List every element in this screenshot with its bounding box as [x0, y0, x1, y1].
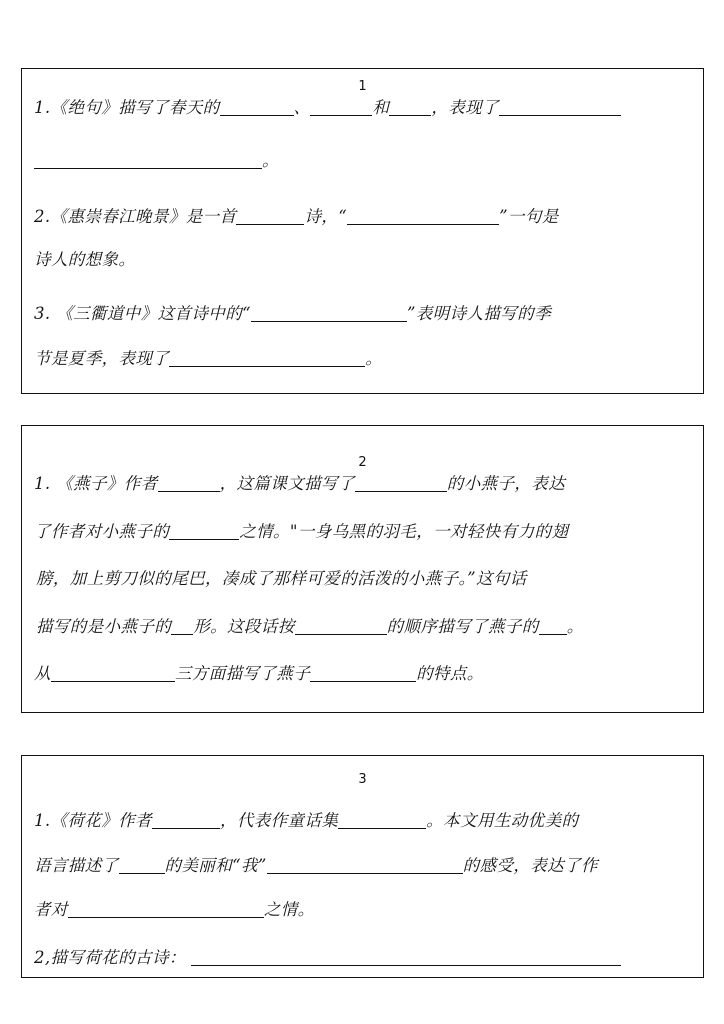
question-text: ，表现了: [431, 98, 499, 117]
question-text: 描写的是小燕子的: [36, 616, 172, 636]
question-line: [34, 100, 693, 117]
question-text: 之情。"一身乌黑的羽毛，一对轻快有力的翅: [239, 521, 569, 541]
question-text: 的小燕子，表达: [446, 474, 566, 493]
question-text: 膀，加上剪刀似的尾巴，凑成了那样可爱的活泼的小燕子。”这句话: [36, 569, 527, 588]
section-number-2: 2: [358, 455, 367, 470]
question-text: 。本文用生动优美的: [426, 811, 579, 830]
question-line: [34, 571, 693, 588]
question-line: [34, 348, 693, 368]
question-text: 3. 《三衢道中》这首诗中的“: [34, 304, 251, 323]
question-text: 1. 《燕子》作者: [34, 474, 158, 493]
question-line: [34, 813, 693, 830]
answer-blank[interactable]: [34, 155, 262, 169]
question-line: [34, 150, 693, 170]
question-text: 1.《绝句》描写了春天的: [34, 98, 220, 117]
answer-blank[interactable]: [251, 308, 407, 322]
question-text: 语言描述了: [34, 855, 119, 875]
question-line: [34, 902, 693, 919]
answer-blank[interactable]: [169, 526, 239, 540]
section-2-content: [22, 476, 703, 683]
answer-blank[interactable]: [295, 621, 387, 635]
question-line: [34, 947, 693, 967]
exercise-box-3: [21, 755, 704, 978]
answer-blank[interactable]: [389, 102, 431, 116]
question-text: ”一句是: [499, 207, 559, 226]
question-text: 从: [34, 664, 51, 683]
answer-blank[interactable]: [171, 621, 193, 635]
question-text: 、: [293, 98, 311, 117]
question-text: 和: [372, 98, 390, 117]
question-text: ，代表作童话集: [219, 811, 339, 830]
question-text: 1.《荷花》作者: [34, 811, 152, 830]
section-3-content: [22, 813, 703, 966]
section-1-content: [22, 100, 703, 367]
answer-blank[interactable]: [51, 668, 175, 682]
question-line: [34, 209, 693, 226]
answer-blank[interactable]: [499, 102, 621, 116]
answer-blank[interactable]: [267, 860, 463, 874]
answer-blank[interactable]: [338, 815, 426, 829]
answer-blank[interactable]: [169, 353, 365, 367]
question-text: 诗人的想象。: [34, 249, 136, 269]
answer-blank[interactable]: [191, 952, 621, 966]
question-line: [34, 249, 693, 269]
answer-blank[interactable]: [310, 668, 416, 682]
question-text: 之情。: [263, 900, 315, 919]
section-number-3: 3: [358, 772, 367, 787]
question-line: [34, 855, 693, 875]
question-line: [34, 666, 693, 683]
question-text: 。: [365, 348, 383, 368]
section-number-1: 1: [358, 79, 367, 94]
question-text: 的感受，表达了作: [462, 855, 598, 875]
exercise-box-2: [21, 425, 704, 713]
answer-blank[interactable]: [539, 621, 567, 635]
question-text: 的美丽和“我”: [164, 855, 267, 875]
question-text: 三方面描写了燕子: [174, 664, 311, 683]
question-text: ”表明诗人描写的季: [406, 304, 551, 323]
question-text: 的顺序描写了燕子的: [386, 616, 539, 636]
question-line: [34, 476, 693, 493]
question-text: 诗，“: [304, 207, 348, 226]
question-line: [34, 306, 693, 323]
question-text: 。: [566, 616, 584, 636]
question-text: 了作者对小燕子的: [34, 521, 170, 541]
answer-blank[interactable]: [355, 478, 447, 492]
question-text: 者对: [34, 900, 68, 919]
question-text: 2.《惠崇春江晚景》是一首: [34, 207, 237, 226]
answer-blank[interactable]: [68, 904, 264, 918]
answer-blank[interactable]: [310, 102, 372, 116]
answer-blank[interactable]: [158, 478, 220, 492]
question-text: 的特点。: [416, 664, 484, 683]
question-text: ，这篇课文描写了: [219, 474, 355, 493]
answer-blank[interactable]: [119, 860, 165, 874]
answer-blank[interactable]: [347, 211, 499, 225]
answer-blank[interactable]: [152, 815, 220, 829]
question-line: [34, 521, 693, 541]
question-text: 节是夏季，表现了: [34, 348, 170, 368]
exercise-box-1: [21, 68, 704, 394]
question-line: [34, 616, 693, 636]
question-text: 2,描写荷花的古诗：: [34, 947, 192, 967]
answer-blank[interactable]: [236, 211, 304, 225]
question-text: 。: [262, 150, 279, 170]
answer-blank[interactable]: [220, 102, 294, 116]
question-text: 形。这段话按: [193, 616, 295, 636]
